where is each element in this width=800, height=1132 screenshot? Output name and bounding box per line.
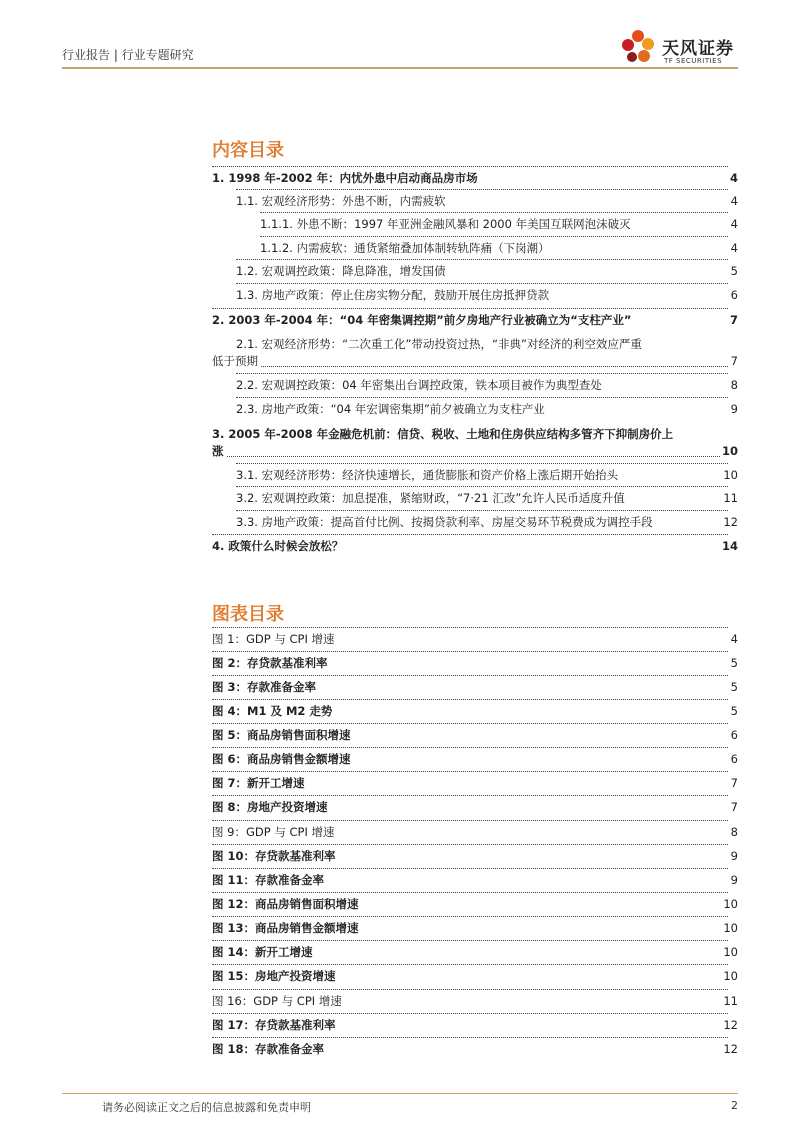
footer-divider bbox=[62, 1093, 738, 1094]
logo-text-en: TF SECURITIES bbox=[664, 57, 723, 65]
figures-title: 图表目录 bbox=[212, 604, 284, 625]
logo-text-cn: 天风证券 bbox=[662, 39, 734, 59]
toc-item[interactable]: 3. 2005 年-2008 年金融危机前：信贷、税收、土地和住房供应结构多管齐下抑制房价上 涨 10 bbox=[212, 427, 738, 458]
footer-disclaimer: 请务必阅读正文之后的信息披露和免责申明 bbox=[102, 1101, 311, 1114]
page-number: 2 bbox=[731, 1099, 738, 1112]
header-title: 行业报告 | 行业专题研究 bbox=[62, 48, 194, 62]
header-divider bbox=[62, 67, 738, 69]
toc-item[interactable]: 2.1. 宏观经济形势：“二次重工化”带动投资过热，“非典”对经济的利空效应严重 低于预期 7 bbox=[212, 337, 738, 368]
page-header bbox=[62, 0, 738, 70]
tf-securities-logo bbox=[618, 28, 738, 68]
toc-title: 内容目录 bbox=[212, 140, 284, 161]
flower-logo-icon bbox=[618, 28, 662, 68]
